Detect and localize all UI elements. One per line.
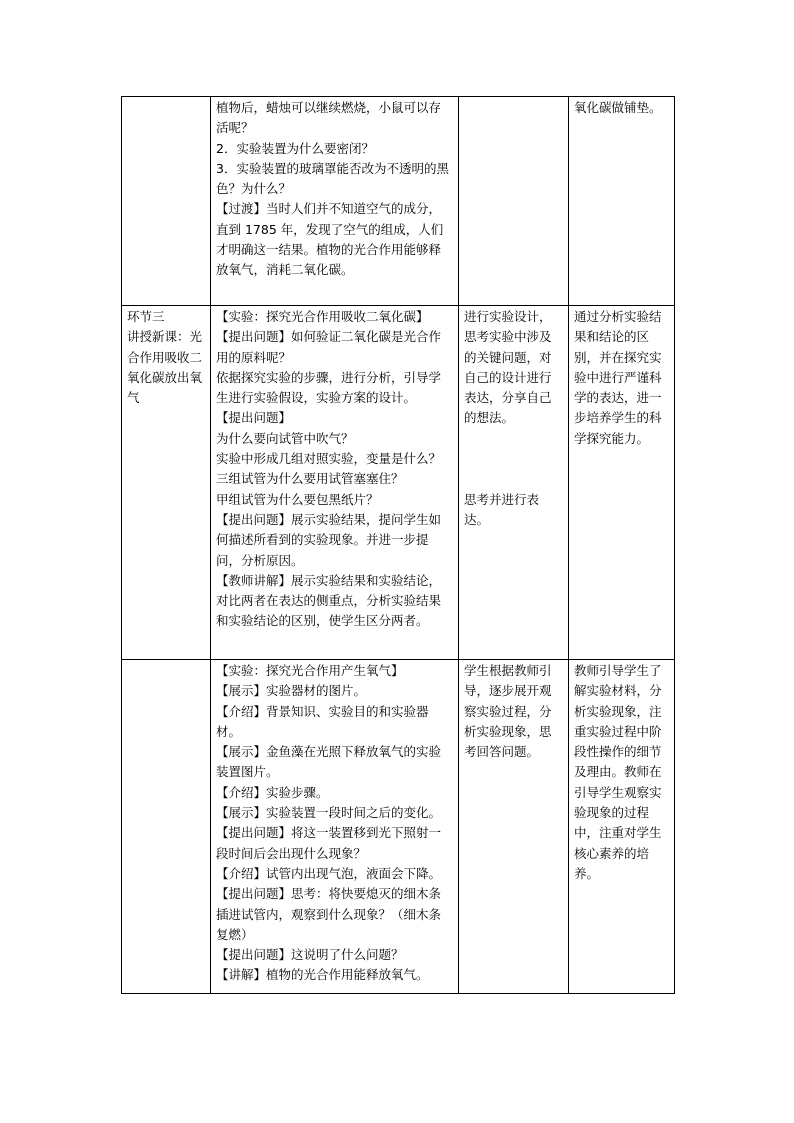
text-line: 思考并进行表达。 (464, 491, 540, 528)
teacher-activity-cell (211, 660, 459, 994)
student-activity-cell (459, 660, 569, 994)
text-line: 教师引导学生了解实验材料，分析实验现象，注重实验过程中阶段性操作的细节及理由。教师在引导学生观察实验现象的过程中，注重对学生核心素养的培养。 (574, 663, 662, 881)
text-line: 【介绍】背景知识、实验目的和实验器材。 (216, 703, 429, 739)
stage-cell (122, 306, 211, 660)
text-line: 依据探究实验的步骤，进行分析，引导学生进行实验假设，实验方案的设计。 (216, 369, 442, 406)
teacher-activity-cell (211, 306, 459, 660)
text-line: 【展示】金鱼藻在光照下释放氧气的实验装置图片。 (216, 744, 442, 780)
text-line: 【提出问题】将这一装置移到光下照射一段时间后会出现什么现象？ (216, 825, 442, 861)
stage-cell (122, 660, 211, 994)
stage-title: 讲授新课：光合作用吸收二氧化碳放出氧气 (127, 329, 203, 406)
text-line: 【过渡】当时人们并不知道空气的成分，直到 1785 年，发现了空气的组成，人们才明确这一结果。植物的光合作用能够释放氧气，消耗二氧化碳。 (216, 201, 444, 278)
table-row (122, 306, 675, 660)
design-intent-cell (569, 660, 675, 994)
text-line: 【介绍】试管内出现气泡，液面会下降。 (216, 865, 442, 881)
table-row (122, 660, 675, 994)
text-line: 【提出问题】思考：将快要熄灭的细木条插进试管内，观察到什么现象？（细木条复燃） (216, 886, 442, 942)
text-line: 三组试管为什么要用试管塞塞住？ (216, 471, 404, 487)
text-line: 学生根据教师引导，逐步展开观察实验过程，分析实验现象，思考回答问题。 (464, 663, 552, 760)
text-line: 进行实验设计，思考实验中涉及的关键问题，对自己的设计进行表达，分享自己的想法。 (464, 309, 552, 426)
text-line: 为什么要向试管中吹气？ (216, 430, 354, 446)
text-line: 通过分析实验结果和结论的区别，并在探究实验中进行严谨科学的表达，进一步培养学生的科学探究能力。 (574, 309, 662, 446)
text-line: 【介绍】实验步骤。 (216, 784, 329, 800)
text-line: 氧化碳做铺垫。 (574, 100, 662, 115)
student-activity-cell (459, 97, 569, 306)
text-line: 【提出问题】展示实验结果，提问学生如何描述所看到的实验现象。并进一步提问，分析原因。 (216, 511, 442, 568)
text-line: 【讲解】植物的光合作用能释放氧气。 (216, 967, 429, 983)
text-line: 【提出问题】 (216, 410, 292, 426)
text-line: 3．实验装置的玻璃罩能否改为不透明的黑色？为什么？ (216, 160, 449, 197)
text-line: 【教师讲解】展示实验结果和实验结论，对比两者在表达的侧重点，分析实验结果和实验结论的区别，使学生区分两者。 (216, 572, 442, 629)
text-line: 【展示】实验装置一段时间之后的变化。 (216, 805, 442, 821)
text-line: 实验中形成几组对照实验，变量是什么？ (216, 451, 442, 467)
design-intent-cell (569, 306, 675, 660)
lesson-plan-table (121, 96, 675, 994)
stage-number: 环节三 (127, 309, 165, 324)
text-line: 【提出问题】这说明了什么问题？ (216, 947, 404, 963)
text-line: 甲组试管为什么要包黑纸片？ (216, 491, 379, 507)
teacher-activity-cell (211, 97, 459, 306)
text-line: 【展示】实验器材的图片。 (216, 683, 367, 699)
student-activity-cell (459, 306, 569, 660)
text-line: 植物后，蜡烛可以继续燃烧，小鼠可以存活呢？ (216, 100, 442, 136)
text-line: 【提出问题】如何验证二氧化碳是光合作用的原料呢？ (216, 329, 442, 365)
stage-cell (122, 97, 211, 306)
design-intent-cell (569, 97, 675, 306)
text-line: 【实验：探究光合作用吸收二氧化碳】 (216, 309, 429, 324)
text-line: 2．实验装置为什么要密闭？ (216, 140, 374, 156)
text-line: 【实验：探究光合作用产生氧气】 (216, 663, 404, 678)
table-row (122, 97, 675, 306)
